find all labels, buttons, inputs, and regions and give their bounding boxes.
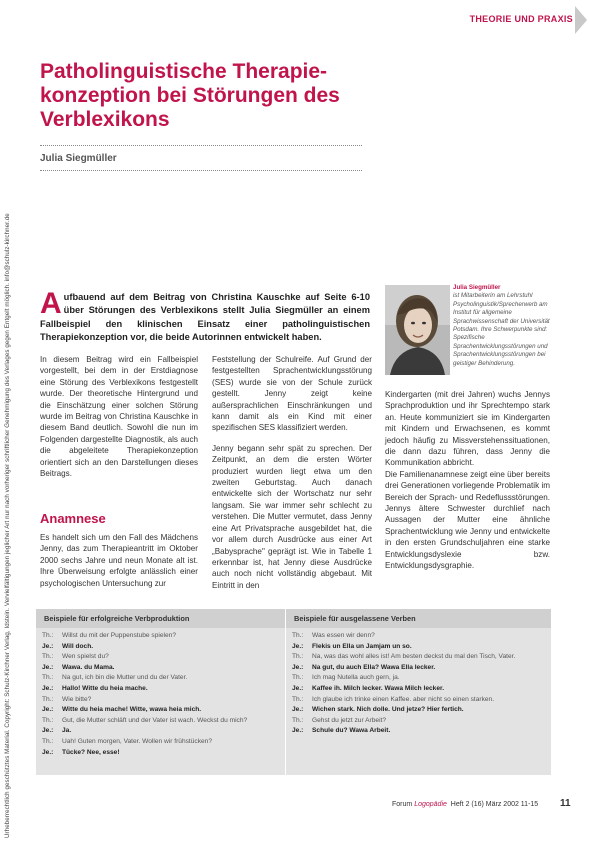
utterance: Wawa. du Mama. (62, 663, 115, 671)
speaker-label: Th.: (42, 695, 54, 703)
dialogue-line (292, 695, 547, 706)
lead-paragraph (40, 287, 370, 345)
utterance: Ich mag Nutella auch gern, ja. (312, 674, 400, 682)
divider (40, 145, 362, 146)
speaker-label: Je.: (292, 684, 304, 692)
utterance: Kaffee ih. Milch lecker. Wawa Milch lecker. (312, 684, 445, 692)
bio-name: Julia Siegmüller (453, 284, 501, 291)
journal-name: Forum (392, 801, 413, 808)
speaker-label: Th.: (292, 674, 304, 682)
issue-info: Heft 2 (16) März 2002 11-15 (450, 801, 539, 808)
footer-citation (392, 801, 538, 808)
title-line: konzeption bei Störungen des (40, 84, 340, 107)
utterance: Gut, die Mutter schläft und der Vater ist wach. Weckst du mich? (62, 716, 248, 724)
utterance: Na gut, du auch Ella? Wawa Ella lecker. (312, 663, 436, 671)
author-photo (385, 285, 450, 375)
table-header-right: Beispiele für ausgelassene Verben (286, 609, 551, 628)
author-name: Julia Siegmüller (40, 153, 117, 164)
lead-text: ufbauend auf dem Beitrag von Christina Kauschke auf Seite 6-10 über Störungen des Verblexikons stellt Julia Siegmüller an einem Fallbeispiel den klinischen Einsatz einer patholinguistischen Therapiekonzeption vor, die beide Autorinnen entwickelt haben. (40, 292, 370, 343)
divider (40, 170, 362, 171)
table-header-left: Beispiele für erfolgreiche Verbproduktion (36, 609, 285, 628)
dialogue-line (292, 684, 547, 695)
utterance: Will doch. (62, 642, 94, 650)
speaker-label: Je.: (42, 642, 54, 650)
utterance: Na gut, ich bin die Mutter und du der Vater. (62, 674, 188, 682)
title-line: Verblexikons (40, 108, 170, 131)
utterance: Hallo! Witte du heia mache. (62, 684, 148, 692)
title-line: Patholinguistische Therapie- (40, 60, 328, 83)
utterance: Wichen stark. Nich dolle. Und jetze? Hier fertich. (312, 706, 464, 714)
utterance: Ja. (62, 727, 72, 735)
speaker-label: Je.: (292, 663, 304, 671)
utterance: Wie bitte? (62, 695, 92, 703)
speaker-label: Je.: (42, 748, 54, 756)
dialogue-line (292, 705, 547, 716)
example-list-right (292, 631, 547, 737)
speaker-label: Th.: (42, 632, 54, 639)
dialogue-line (42, 748, 282, 759)
speaker-label: Je.: (292, 706, 304, 714)
speaker-label: Th.: (42, 716, 54, 724)
column-2 (212, 354, 372, 591)
dialogue-line (292, 642, 547, 653)
journal-logo: Logopädie (414, 801, 447, 808)
paragraph: Feststellung der Schulreife. Auf Grund der festgestellten Sprachentwicklungsstörung (SES) wurde sie von der Schule zurück gestellt. Jenny zeigt keine außersprachlichen Einschränkungen und kann damit als ein Kind mit einer spezifischen SES klassifiziert werden. (212, 355, 372, 433)
section-heading: Anamnese (40, 511, 106, 526)
paragraph: In diesem Beitrag wird ein Fallbeispiel vorgestellt, bei dem in der Erstdiagnose eine Störung des Verblexikons festgestellt wurde. Der theoretische Hintergrund und die Einschätzung einer solchen Störung wurde im Beitrag von Christina Kauschke in diesem Band deutlich. Sowohl die nun im Folgenden dargestellte Diagnostik, als auch die abgeleitete Therapiekonzeption orientiert sich an den Darstellungen dieses Beitrags. (40, 355, 198, 479)
utterance: Ich glaube ich trinke einen Kaffee. aber nicht so einen starken. (312, 695, 495, 703)
speaker-label: Je.: (42, 684, 54, 692)
dialogue-line (42, 716, 282, 727)
copyright-notice: Urheberrechtlich geschütztes Material. Copyright: Schulz-Kirchner Verlag, Idstein. Vervielfältigungen jeglicher Art nur nach vorheriger schriftlicher Genehmigung des Verlages gegen Entgelt möglich. info@schulz-kirchner.de (4, 213, 11, 838)
speaker-label: Th.: (42, 737, 54, 745)
paragraph: Es handelt sich um den Fall des Mädchens Jenny, das zum Therapieantritt im Oktober 2000 sechs Jahre und neun Monate alt ist. Ihre Überweisung erfolgte anlässlich einer psychologischen Untersuchung zur (40, 533, 198, 588)
example-table (36, 609, 551, 775)
dialogue-line (42, 663, 282, 674)
dialogue-line (42, 631, 282, 642)
table-divider (285, 609, 286, 775)
bio-text: ist Mitarbeiterin am Lehrstuhl Psycholinguistik/Sprecherwerb am Institut für allgemeine Sprachwissenschaft der Universität Potsdam. Ihre Schwerpunkte sind: Spezifische Sprachentwicklungsstörungen und Sprachentwicklungsstörungen bei geistiger Behinderung. (453, 292, 550, 367)
speaker-label: Th.: (42, 674, 54, 682)
dialogue-line (292, 673, 547, 684)
article-title (40, 60, 400, 132)
speaker-label: Je.: (292, 642, 304, 650)
speaker-label: Th.: (42, 653, 54, 661)
dialogue-line (42, 642, 282, 653)
page-number: 11 (560, 798, 571, 809)
paragraph: Kindergarten (mit drei Jahren) wuchs Jennys Sprachproduktion und ihr Sprechtempo stark an. Heute kommuniziert sie im Kindergarten mit Kindern und Erwachsenen, es kommt jedoch häufig zu Missverstehenssituationen, die dann dazu führen, dass Jenny die Kommunikation abbricht. (385, 390, 550, 468)
dialogue-line (292, 663, 547, 674)
speaker-label: Je.: (42, 706, 54, 714)
dialogue-line (42, 737, 282, 748)
section-label: THEORIE UND PRAXIS (469, 14, 573, 24)
speaker-label: Je.: (292, 727, 304, 735)
example-list-left (42, 631, 282, 758)
speaker-label: Th.: (292, 653, 304, 661)
dialogue-line (292, 726, 547, 737)
speaker-label: Th.: (292, 716, 304, 724)
dialogue-line (292, 652, 547, 663)
utterance: Gehst du jetzt zur Arbeit? (312, 716, 387, 724)
dialogue-line (42, 684, 282, 695)
column-1 (40, 354, 198, 479)
speaker-label: Th.: (292, 632, 304, 639)
column-1-cont (40, 532, 198, 589)
dialogue-line (292, 631, 547, 642)
utterance: Uah! Guten morgen, Vater. Wollen wir frühstücken? (62, 737, 213, 745)
speaker-label: Je.: (42, 727, 54, 735)
speaker-label: Th.: (292, 695, 304, 703)
paragraph: Jenny begann sehr spät zu sprechen. Der Zeitpunkt, an dem die ersten Wörter produziert wurden liegt etwa um den zweiten Geburtstag. Auch danach entwickelte sich der Wortschatz nur sehr langsam. Sie war immer sehr schlecht zu verstehen. Die Mutter vermutet, dass Jenny eine Art Privatsprache ausgebildet hat, die vor allem durch Ausdrücke aus einer Art „Babysprache" geprägt ist. Wie in Tabelle 1 erkennbar ist, hat Jenny diese Ausdrücke auch noch nicht vollständig abgebaut. Mit Eintritt in den (212, 443, 372, 590)
utterance: Schule du? Wawa Arbeit. (312, 727, 391, 735)
utterance: Willst du mit der Puppenstube spielen? (62, 632, 176, 639)
speaker-label: Je.: (42, 663, 54, 671)
drop-cap: A (40, 287, 62, 320)
utterance: Na, was das wohl alles ist! Am besten deckst du mal den Tisch, Vater. (312, 653, 516, 661)
utterance: Flekis un Ella un Jamjam un so. (312, 642, 412, 650)
dialogue-line (42, 726, 282, 737)
column-3 (385, 389, 550, 572)
utterance: Was essen wir denn? (312, 632, 375, 639)
utterance: Wen spielst du? (62, 653, 109, 661)
section-arrow-icon (575, 6, 587, 34)
paragraph: Die Familienanamnese zeigt eine über bereits drei Generationen vorliegende Problematik im Bereich der Sprach- und Redeflussstörungen. Jennys ältere Schwester durchlief nach Aussagen der Mutter eine ähnliche Sprachentwicklung wie Jenny und entwickelte in den ersten Grundschuljahren eine starke Entwicklungsdyslexie bzw. Entwicklungsdysgraphie. (385, 469, 550, 571)
dialogue-line (42, 705, 282, 716)
utterance: Tücke? Nee, esse! (62, 748, 120, 756)
dialogue-line (42, 673, 282, 684)
utterance: Witte du heia mache! Witte, wawa heia mich. (62, 706, 202, 714)
dialogue-line (42, 652, 282, 663)
dialogue-line (292, 716, 547, 727)
dialogue-line (42, 695, 282, 706)
author-bio (453, 284, 561, 368)
